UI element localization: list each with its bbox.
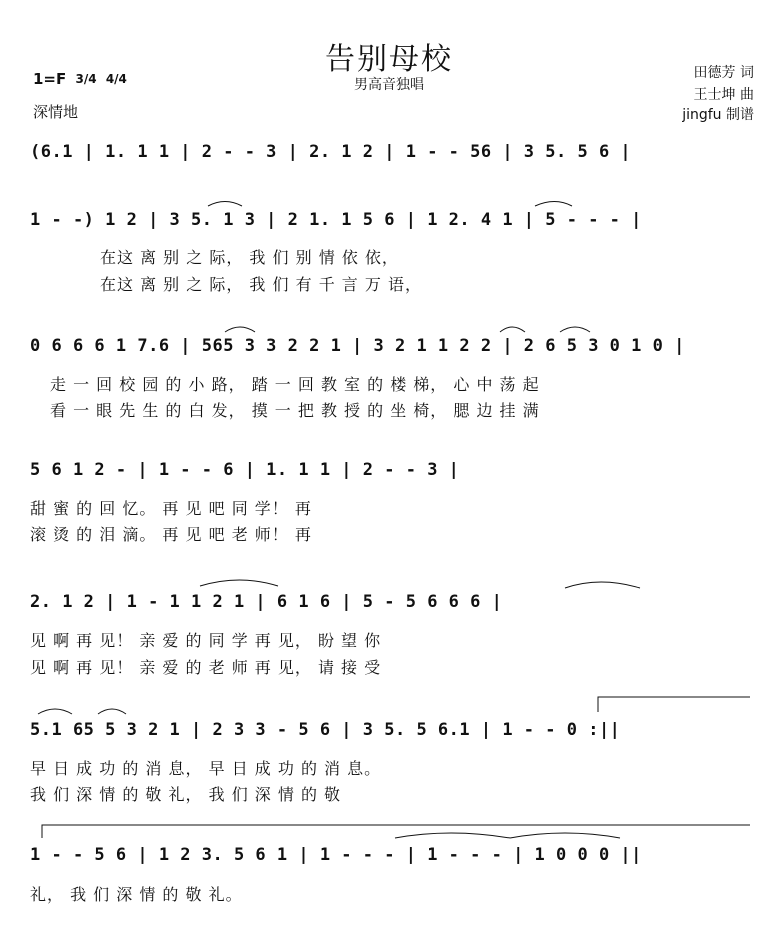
time-signature-2: [106, 74, 127, 85]
slur: [395, 833, 510, 838]
key-label: 1=F: [33, 70, 67, 88]
lyric-line-5a: 见 啊 再 见！ 亲 爱 的 同 学 再 见， 盼 望 你: [30, 631, 382, 650]
song-subtitle: 男高音独唱: [354, 77, 424, 93]
slur: [560, 327, 590, 332]
arranger-credit: jingfu 制谱: [682, 107, 754, 123]
lyric-line-4a: 甜 蜜 的 回 忆。 再 见 吧 同 学！ 再: [30, 499, 312, 518]
key-signature: [33, 70, 127, 88]
slur: [565, 582, 640, 588]
volta-1-bracket: [598, 697, 750, 712]
lyric-line-6b: 我 们 深 情 的 敬 礼， 我 们 深 情 的 敬: [30, 785, 342, 804]
lyricist-credit: 田德芳 词: [693, 65, 754, 81]
time-sig-2: 4/4: [105, 72, 127, 86]
lyric-line-2b: 在这 离 别 之 际， 我 们 有 千 言 万 语，: [100, 275, 422, 294]
score-line-3: 0 6 6 6 1 7.6 | 565 3 3 2 2 1 | 3 2 1 1 2 2 | 2 6 5 3 0 1 0 |: [30, 336, 685, 356]
lyric-line-2a: 在这 离 别 之 际， 我 们 别 情 依 依，: [100, 248, 399, 267]
time-sig-1: 3/4: [75, 72, 97, 86]
song-title: 告别母校: [325, 42, 453, 77]
tempo-marking: 深情地: [33, 103, 79, 121]
lyric-line-5b: 见 啊 再 见！ 亲 爱 的 老 师 再 见， 请 接 受: [30, 658, 382, 677]
score-line-4: 5 6 1 2 - | 1 - - 6 | 1. 1 1 | 2 - - 3 |: [30, 460, 460, 480]
slur: [225, 327, 255, 332]
slur: [98, 709, 126, 714]
lyric-line-3b: 看 一 眼 先 生 的 白 发， 摸 一 把 教 授 的 坐 椅， 腮 边 挂 满: [50, 401, 540, 420]
score-line-1: (6.1 | 1. 1 1 | 2 - - 3 | 2. 1 2 | 1 - - 56 | 3 5. 5 6 |: [30, 142, 632, 162]
lyric-line-7a: 礼， 我 们 深 情 的 敬 礼。: [30, 885, 243, 904]
slur: [535, 202, 572, 207]
slur: [38, 709, 72, 714]
score-line-2: 1 - -) 1 2 | 3 5. 1 3 | 2 1. 1 5 6 | 1 2. 4 1 | 5 - - - |: [30, 210, 642, 230]
lyric-line-3a: 走 一 回 校 园 的 小 路， 踏 一 回 教 室 的 楼 梯， 心 中 荡 起: [50, 375, 540, 394]
time-signature-1: [76, 74, 97, 85]
score-line-6: 5.1 65 5 3 2 1 | 2 3 3 - 5 6 | 3 5. 5 6.1 | 1 - - 0 :||: [30, 720, 621, 740]
score-line-7: 1 - - 5 6 | 1 2 3. 5 6 1 | 1 - - - | 1 - - - | 1 0 0 0 ||: [30, 845, 642, 865]
score-line-5: 2. 1 2 | 1 - 1 1 2 1 | 6 1 6 | 5 - 5 6 6 6 |: [30, 592, 503, 612]
lyric-line-6a: 早 日 成 功 的 消 息， 早 日 成 功 的 消 息。: [30, 759, 382, 778]
slur: [208, 202, 242, 207]
composer-credit: 王士坤 曲: [693, 87, 754, 103]
slur: [200, 580, 278, 586]
slur: [500, 327, 525, 332]
volta-2-bracket: [42, 825, 750, 838]
slur: [510, 833, 620, 838]
lyric-line-4b: 滚 烫 的 泪 滴。 再 见 吧 老 师！ 再: [30, 525, 312, 544]
